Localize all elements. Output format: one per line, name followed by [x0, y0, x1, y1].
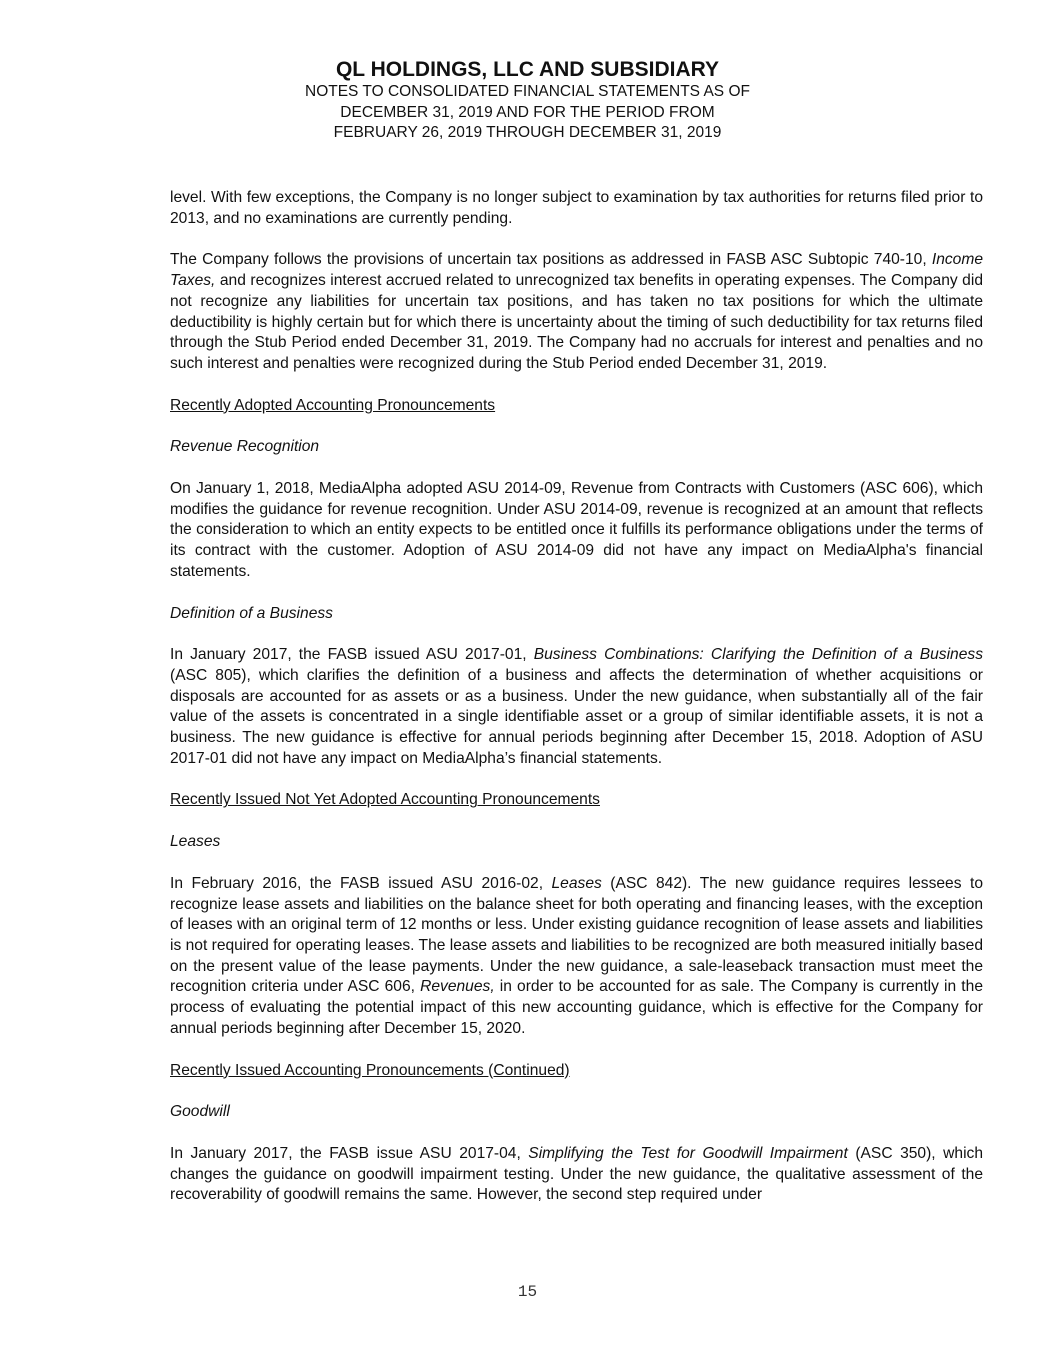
subheading-leases: Leases: [170, 833, 221, 851]
paragraph-goodwill: [170, 1144, 983, 1206]
paragraph-text: In January 2017, the FASB issued ASU 2017-01,: [170, 646, 534, 664]
paragraph-uncertain-tax: [170, 250, 983, 374]
header-line-1: NOTES TO CONSOLIDATED FINANCIAL STATEMENTS AS OF: [305, 83, 750, 100]
subheading-revenue-recognition: Revenue Recognition: [170, 438, 320, 456]
italic-reference: Business Combinations: Clarifying the Definition of a Business: [533, 646, 983, 664]
header-line-3: FEBRUARY 26, 2019 THROUGH DECEMBER 31, 2019: [333, 124, 722, 141]
paragraph-revenue-recognition: On January 1, 2018, MediaAlpha adopted ASU 2014-09, Revenue from Contracts with Customers (ASC 606), which modifies the guidance for revenue recognition. Under ASU 2014-09, revenue is recognized at an amount that reflects the consideration to which an entity expects to be entitled once it fulfills its performance obligations under the terms of its contract with the customer. Adoption of ASU 2014-09 did not have any impact on MediaAlpha's financial statements.: [170, 480, 983, 580]
section-heading-adopted: Recently Adopted Accounting Pronouncements: [170, 396, 496, 414]
paragraph-text: in order to be accounted for as sale. The Company is currently in the process of evaluating the potential impact of this new accounting guidance, which is effective for the Company for annual periods beginning after December 15, 2020.: [170, 978, 983, 1037]
subheading-goodwill: Goodwill: [170, 1103, 230, 1121]
paragraph-text: In January 2017, the FASB issue ASU 2017-04,: [170, 1144, 529, 1162]
header-line-2: DECEMBER 31, 2019 AND FOR THE PERIOD FROM: [340, 103, 715, 121]
italic-reference: Simplifying the Test for Goodwill Impairment: [528, 1144, 848, 1162]
company-name: QL HOLDINGS, LLC AND SUBSIDIARY: [335, 58, 720, 81]
paragraph-text: (ASC 350), which changes the guidance on goodwill impairment testing. Under the new guidance, the qualitative assessment of the recoverability of goodwill remains the same. However, the second step required under: [170, 1144, 984, 1204]
page-number: 15: [517, 1283, 538, 1301]
italic-reference: Leases: [551, 874, 602, 892]
italic-reference: Income Taxes,: [170, 251, 983, 290]
paragraph-text: The Company follows the provisions of uncertain tax positions as addressed in FASB ASC Subtopic 740-10,: [170, 251, 932, 269]
section-heading-continued: Recently Issued Accounting Pronouncements (Continued): [170, 1061, 570, 1079]
paragraph-text: (ASC 805), which clarifies the definition of a business and affects the determination of whether acquisitions or disposals are accounted for as assets or as a business. Under the new guidance, when substantially all of the fair value of the assets is concentrated in a single identifiable asset or a group of similar identifiable assets, it is not a business. The new guidance is effective for annual periods beginning after December 15, 2018. Adoption of ASU 2017-01 did not have any impact on MediaAlpha’s financial statements.: [170, 666, 983, 767]
italic-reference: Revenues,: [420, 978, 495, 996]
document-body: [170, 188, 983, 1206]
paragraph-text: and recognizes interest accrued related to unrecognized tax benefits in operating expenses. The Company did not recognize any liabilities for uncertain tax positions, and has taken no tax positions for which the ultimate deductibility is highly certain but for which there is uncertainty about the timing of such deductibility for tax returns filed through the Stub Period ended December 31, 2019. The Company had no accruals for interest and penalties and no such interest and penalties were recognized during the Stub Period ended December 31, 2019.: [170, 272, 983, 372]
document-header: [0, 58, 1055, 144]
paragraph-leases: [170, 874, 983, 1040]
subheading-definition-of-business: Definition of a Business: [170, 604, 333, 622]
paragraph-definition-of-business: [170, 645, 983, 769]
paragraph-tax-exam: level. With few exceptions, the Company is no longer subject to examination by tax authorities for returns filed prior to 2013, and no examinations are currently pending.: [170, 189, 983, 227]
section-heading-not-yet-adopted: Recently Issued Not Yet Adopted Accounting Pronouncements: [170, 791, 600, 809]
paragraph-text: (ASC 842). The new guidance requires lessees to recognize lease assets and liabilities on the balance sheet for both operating and financing leases, with the exception of leases with an original term of 12 months or less. Under existing guidance recognition of lease assets and liabilities is not required for operating leases. The lease assets and liabilities to be recognized are both measured initially based on the present value of the lease payments. Under the new guidance, a sale-leaseback transaction must meet the recognition criteria under ASC 606,: [170, 874, 983, 996]
paragraph-text: In February 2016, the FASB issued ASU 2016-02,: [170, 874, 552, 892]
